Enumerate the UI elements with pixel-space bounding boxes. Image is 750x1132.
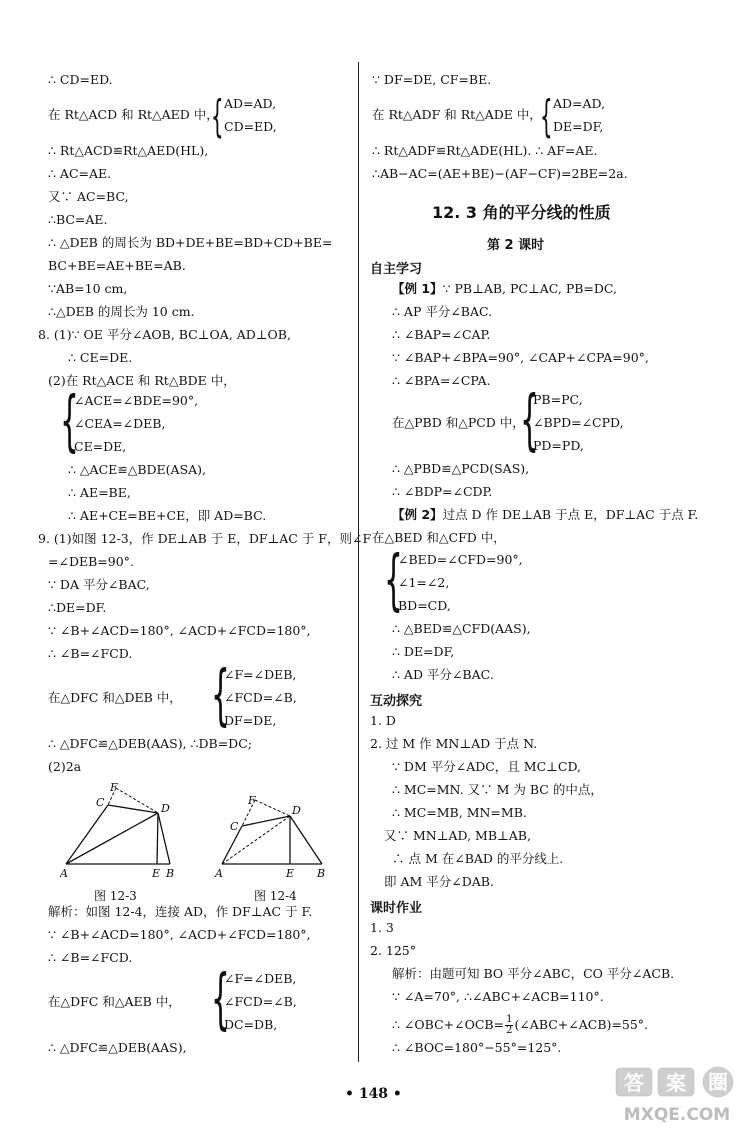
text-line: ∵ DF=DE, CF=BE. — [372, 72, 492, 87]
svg-text:圈: 圈 — [708, 1070, 728, 1094]
text-line: ∴ ∠B=∠FCD. — [48, 950, 133, 965]
svg-text:案: 案 — [666, 1071, 686, 1095]
text-line: (2)在 Rt△ACE 和 Rt△BDE 中， — [48, 373, 236, 388]
label-D: D — [161, 802, 170, 815]
text-line: ∴ Rt△ACD≌Rt△AED(HL), — [48, 143, 209, 158]
text-line: ∴ CD=ED. — [48, 72, 113, 87]
text-line: ∠CEA=∠DEB, — [74, 416, 166, 431]
figure-caption: 图 12-3 — [94, 889, 137, 903]
text-line: 2. 过 M 作 MN⊥AD 于点 N. — [370, 736, 538, 751]
text-line: ∴ ∠B=∠FCD. — [48, 646, 133, 661]
text-line: ∵ ∠B+∠ACD=180°, ∠ACD+∠FCD=180°, — [48, 623, 311, 638]
text-line: ∴ △ACE≌△BDE(ASA), — [68, 462, 207, 477]
brace: { — [211, 960, 230, 1037]
text-line: ∴ ∠BOC=180°−55°=125°. — [392, 1040, 562, 1055]
example-2-tag: 【例 2】 — [392, 507, 443, 522]
text-line: 又∵ MN⊥AD, MB⊥AB, — [384, 828, 531, 843]
text-line: ∴△DEB 的周长为 10 cm. — [48, 304, 195, 319]
watermark-logo — [612, 1064, 742, 1126]
text-line: ∴DE=DF. — [48, 600, 107, 615]
text-line: ∴ △DFC≌△DEB(AAS), — [48, 1040, 187, 1055]
text-line: ∴ AE+CE=BE+CE，即 AD=BC. — [68, 508, 267, 523]
text-line: PB=PC, — [533, 392, 583, 407]
text-line: 1. 3 — [370, 920, 394, 935]
label-A: A — [215, 867, 223, 880]
text-line: ∠FCD=∠B, — [224, 690, 297, 705]
text-line: ∴ Rt△ADF≌Rt△ADE(HL). ∴ AF=AE. — [372, 143, 598, 158]
text-line: ∵ DM 平分∠ADC，且 MC⊥CD, — [392, 759, 582, 774]
heading-homework: 课时作业 — [370, 901, 423, 916]
fraction-line: ∴ ∠OBC+∠OCB= $\frac{1}{2}$ (∠ABC+∠ACB)=55°. — [392, 1014, 649, 1036]
text-line: ∴ MC=MN. 又∵ M 为 BC 的中点， — [392, 782, 603, 797]
text-line: ∴ 点 M 在∠BAD 的平分线上. — [392, 851, 564, 866]
svg-text:答: 答 — [624, 1071, 644, 1095]
page-number: • 148 • — [345, 1086, 402, 1102]
brace: { — [520, 381, 539, 458]
text-line: 解析：由题可知 BO 平分∠ABC，CO 平分∠ACB. — [392, 966, 675, 981]
text-line: 9. (1)如图 12-3，作 DE⊥AB 于 E，DF⊥AC 于 F，则∠F — [38, 531, 372, 546]
text-line: ∴ CE=DE. — [68, 350, 133, 365]
example-1-line: 【例 1】∵ PB⊥AB, PC⊥AC, PB=DC, — [392, 281, 618, 296]
label-D: D — [292, 804, 301, 817]
text-line: 2. 125° — [370, 943, 417, 958]
text-line: AD=AD, — [224, 96, 277, 111]
text-line: 在△BED 和△CFD 中， — [372, 530, 506, 545]
text-line: ∠F=∠DEB, — [224, 667, 297, 682]
label-B: B — [317, 867, 326, 880]
label-C: C — [230, 820, 239, 833]
svg-text:MXQE.COM: MXQE.COM — [623, 1105, 731, 1125]
text-line: DC=DB, — [224, 1017, 278, 1032]
text-line: 1. D — [370, 713, 396, 728]
brace: { — [540, 91, 553, 142]
text-line: (2)2a — [48, 759, 82, 774]
fraction-half: $\frac{1}{2}$ — [506, 1014, 513, 1036]
figure-caption: 图 12-4 — [254, 889, 297, 903]
text-line: 在△PBD 和△PCD 中， — [392, 415, 525, 430]
text-line: ∵ ∠A=70°, ∴∠ABC+∠ACB=110°. — [392, 989, 604, 1004]
example-1-tag: 【例 1】 — [392, 281, 443, 296]
text-line: ∴ △DFC≌△DEB(AAS), ∴DB=DC; — [48, 736, 252, 751]
text-line: ∵ ∠BAP+∠BPA=90°, ∠CAP+∠CPA=90°, — [392, 350, 649, 365]
figure-12-3 — [60, 780, 190, 890]
text-line: CD=ED, — [224, 119, 277, 134]
text-line: PD=PD, — [533, 438, 584, 453]
example-2-line: 【例 2】过点 D 作 DE⊥AB 于点 E，DF⊥AC 于点 F. — [392, 507, 699, 522]
text-line: 在△DFC 和△AEB 中， — [48, 994, 181, 1009]
label-E: E — [152, 867, 161, 880]
section-title: 12. 3 角的平分线的性质 — [432, 203, 611, 222]
label-A: A — [60, 867, 68, 880]
heading-self-study: 自主学习 — [370, 262, 423, 277]
text-line: ∴ △DEB 的周长为 BD+DE+BE=BD+CD+BE= — [48, 235, 333, 250]
text-line: =∠DEB=90°. — [48, 554, 134, 569]
text-line: ∴ ∠BAP=∠CAP. — [392, 327, 491, 342]
text-line: ∴ ∠BPA=∠CPA. — [392, 373, 491, 388]
text-line: ∴ DE=DF, — [392, 644, 455, 659]
text-line: DE=DF, — [553, 119, 604, 134]
text-line: 即 AM 平分∠DAB. — [384, 874, 494, 889]
text-line: ∴ AC=AE. — [48, 166, 112, 181]
text-line: ∠BED=∠CFD=90°, — [398, 552, 523, 567]
text-line: 8. (1)∵ OE 平分∠AOB, BC⊥OA, AD⊥OB, — [38, 327, 291, 342]
brace: { — [384, 541, 403, 618]
text-line: ∠F=∠DEB, — [224, 971, 297, 986]
text-line: ∴ AP 平分∠BAC. — [392, 304, 493, 319]
lesson-title: 第 2 课时 — [487, 238, 545, 253]
figure-12-4 — [210, 780, 340, 890]
text-line: BC+BE=AE+BE=AB. — [48, 258, 186, 273]
text-line: ∠1=∠2, — [398, 575, 450, 590]
text-line: ∴ MC=MB, MN=MB. — [392, 805, 527, 820]
text-line: ∴BC=AE. — [48, 212, 108, 227]
text-line: ∵ ∠B+∠ACD=180°, ∠ACD+∠FCD=180°, — [48, 927, 311, 942]
text-line: ∴ △PBD≌△PCD(SAS), — [392, 461, 530, 476]
text-line: ∴ △BED≌△CFD(AAS), — [392, 621, 531, 636]
text-line: ∴ AD 平分∠BAC. — [392, 667, 494, 682]
label-F: F — [110, 781, 118, 794]
text-line: ∵ DA 平分∠BAC, — [48, 577, 150, 592]
column-divider — [358, 62, 359, 1062]
label-B: B — [166, 867, 175, 880]
text-line: BD=CD, — [398, 598, 451, 613]
brace: { — [211, 656, 230, 733]
text-line: 在 Rt△ACD 和 Rt△AED 中， — [48, 107, 219, 122]
text-line: ∴ ∠BDP=∠CDP. — [392, 484, 493, 499]
text-line: ∠BPD=∠CPD, — [533, 415, 624, 430]
text-line: ∴ AE=BE, — [68, 485, 131, 500]
text-line: 在 Rt△ADF 和 Rt△ADE 中， — [372, 107, 542, 122]
label-F: F — [248, 794, 256, 807]
text-line: ∴AB−AC=(AE+BE)−(AF−CF)=2BE=2a. — [372, 166, 628, 181]
text-line: AD=AD, — [553, 96, 606, 111]
text-line: CE=DE, — [74, 439, 127, 454]
brace: { — [60, 382, 79, 459]
text-line: 解析：如图 12-4，连接 AD，作 DF⊥AC 于 F. — [48, 904, 313, 919]
heading-interact: 互动探究 — [370, 694, 423, 709]
text-line: ∠FCD=∠B, — [224, 994, 297, 1009]
text-line: DF=DE, — [224, 713, 277, 728]
text-line: ∵AB=10 cm, — [48, 281, 128, 296]
text-line: ∠ACE=∠BDE=90°, — [74, 393, 199, 408]
label-C: C — [96, 796, 105, 809]
text-line: 又∵ AC=BC, — [48, 189, 129, 204]
label-E: E — [286, 867, 295, 880]
text-line: 在△DFC 和△DEB 中， — [48, 690, 182, 705]
brace: { — [211, 91, 224, 142]
